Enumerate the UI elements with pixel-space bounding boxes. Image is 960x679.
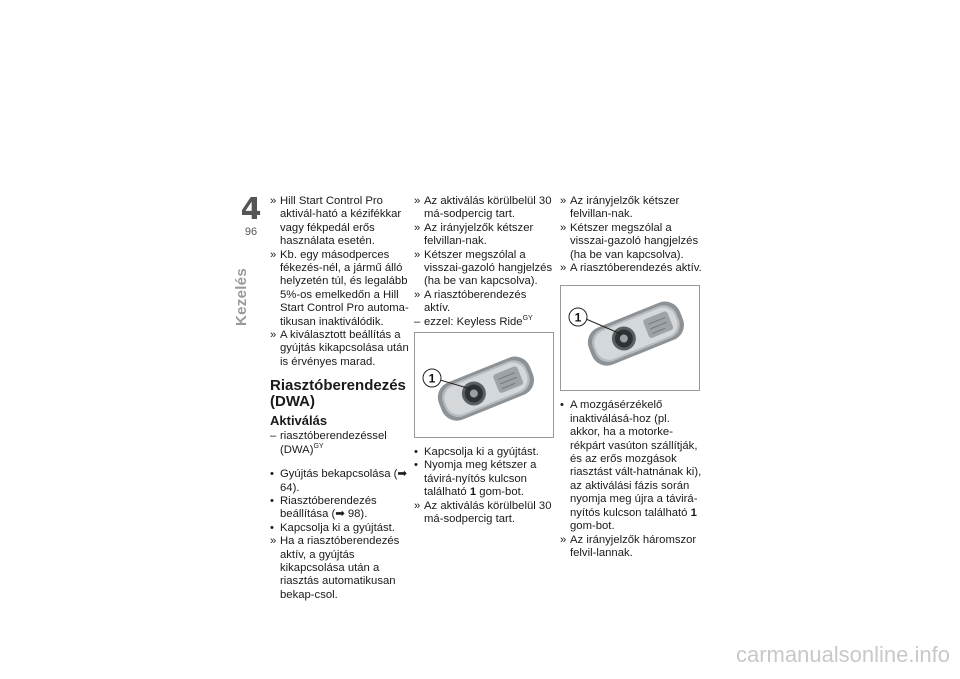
result-item: [414, 289, 554, 316]
bullet-text: gom-bot.: [476, 486, 524, 499]
result-item: [560, 195, 702, 222]
result-text: Az irányjelzők kétszer felvillan-nak.: [570, 195, 680, 221]
bullet-text: Riasztóberendezés beállítása (➡ 98).: [280, 494, 377, 521]
condition-item: [414, 316, 554, 329]
bullet-marker: •: [270, 468, 274, 481]
result-item: [414, 195, 554, 222]
result-text: Az aktiválás körülbelül 30 má-sodpercig tart.: [424, 195, 552, 221]
result-marker: »: [414, 195, 421, 207]
bullet-marker: •: [414, 446, 418, 459]
result-marker: »: [414, 248, 421, 261]
key-fob-illustration: [415, 333, 553, 437]
result-marker: »: [414, 499, 421, 512]
bullet-marker: •: [270, 494, 274, 507]
result-marker: »: [414, 221, 421, 234]
callout-reference: 1: [469, 486, 477, 499]
result-marker: »: [270, 248, 277, 261]
condition-text: ezzel: Keyless Ride: [424, 315, 523, 328]
result-marker: »: [270, 329, 277, 342]
subsection-heading: Aktiválás: [270, 413, 328, 429]
result-marker: »: [560, 533, 567, 546]
result-text: A riasztóberendezés aktív.: [570, 262, 702, 275]
bullet-text: Gyújtás bekapcsolása (➡ 64).: [280, 468, 407, 494]
result-item: [414, 222, 554, 249]
key-fob-figure: [560, 285, 700, 391]
result-marker: »: [560, 262, 567, 275]
result-marker: »: [270, 195, 277, 207]
result-text: Az irányjelzők háromszor felvil-lannak.: [570, 533, 697, 559]
list-item-text: A kiválasztott beállítás a gyújtás kikapcsolása után is érvényes marad.: [280, 329, 409, 368]
chapter-tab: [238, 192, 264, 239]
result-item: [270, 535, 410, 602]
result-marker: »: [270, 535, 277, 548]
column-1: [270, 195, 410, 602]
key-fob-illustration: [561, 286, 699, 390]
bullet-item: [414, 446, 554, 459]
condition-item: [270, 430, 410, 457]
result-marker: »: [560, 221, 567, 234]
result-item: [560, 534, 702, 561]
condition-superscript: GY: [522, 314, 533, 322]
bullet-marker: •: [560, 399, 564, 412]
watermark: carmanualsonline.info: [735, 642, 950, 667]
page-number: 96: [244, 226, 258, 238]
condition-marker: –: [414, 315, 421, 328]
result-item: [560, 222, 702, 262]
list-item-text: Kb. egy másodperces fékezés-nél, a jármű álló helyzetén túl, és legalább 5%-os emelkedőn a Hill Start Control Pro automa-tikusan inaktiválódik.: [280, 248, 409, 328]
list-item: [270, 249, 410, 329]
chapter-number: 4: [240, 192, 262, 227]
result-marker: »: [414, 288, 421, 301]
result-text: Az irányjelzők kétszer felvillan-nak.: [424, 221, 534, 248]
result-item: [560, 262, 702, 275]
result-marker: »: [560, 195, 567, 207]
bullet-text: Kapcsolja ki a gyújtást.: [424, 446, 539, 459]
condition-superscript: GY: [313, 442, 324, 450]
result-text: A riasztóberendezés aktív.: [424, 288, 527, 315]
section-heading: Riasztóberendezés (DWA): [270, 377, 406, 411]
result-text: Az aktiválás körülbelül 30 má-sodpercig tart.: [424, 499, 552, 526]
bullet-item: [270, 522, 410, 535]
bullet-item: [414, 459, 554, 499]
list-item: [270, 195, 410, 249]
callout-label: 1: [574, 310, 582, 325]
bullet-marker: •: [414, 459, 418, 472]
bullet-item: [270, 468, 410, 495]
result-item: [414, 500, 554, 527]
section-title-text: Kezelés: [233, 268, 250, 326]
bullet-text: Nyomja meg kétszer a távirá-nyítós kulcson található: [424, 459, 537, 499]
callout-reference: 1: [690, 506, 697, 519]
list-item: [270, 329, 410, 369]
list-item-text: Hill Start Control Pro aktivál-ható a kézifékkar vagy fékpedál erős használata esetén.: [280, 195, 402, 248]
column-3: [560, 195, 702, 560]
result-text: Ha a riasztóberendezés aktív, a gyújtás kikapcsolása után a riasztás automatikusan bekap-csol.: [280, 535, 400, 601]
callout-label: 1: [428, 371, 436, 386]
bullet-text: A mozgásérzékelő inaktiválásá-hoz (pl. akkor, ha a motorke-rékpárt vasúton szállítják, és az erős mozgások riasztást vált-hatnának ki), az aktiválási fázis során nyomja meg újra a távirá-nyítós kulcson található: [570, 399, 702, 519]
key-fob-figure: [414, 332, 554, 438]
result-text: Kétszer megszólal a visszai-gazoló hangjelzés (ha be van kapcsolva).: [424, 248, 553, 288]
bullet-text: gom-bot.: [570, 520, 615, 533]
section-title: [235, 268, 255, 326]
column-2: [414, 195, 554, 527]
result-text: Kétszer megszólal a visszai-gazoló hangjelzés (ha be van kapcsolva).: [570, 221, 699, 261]
condition-text: riasztóberendezéssel (DWA): [280, 430, 387, 456]
bullet-item: [270, 495, 410, 522]
bullet-text: Kapcsolja ki a gyújtást.: [280, 521, 395, 534]
result-item: [414, 249, 554, 289]
bullet-marker: •: [270, 521, 274, 534]
bullet-item: [560, 399, 702, 533]
condition-marker: –: [270, 430, 277, 443]
